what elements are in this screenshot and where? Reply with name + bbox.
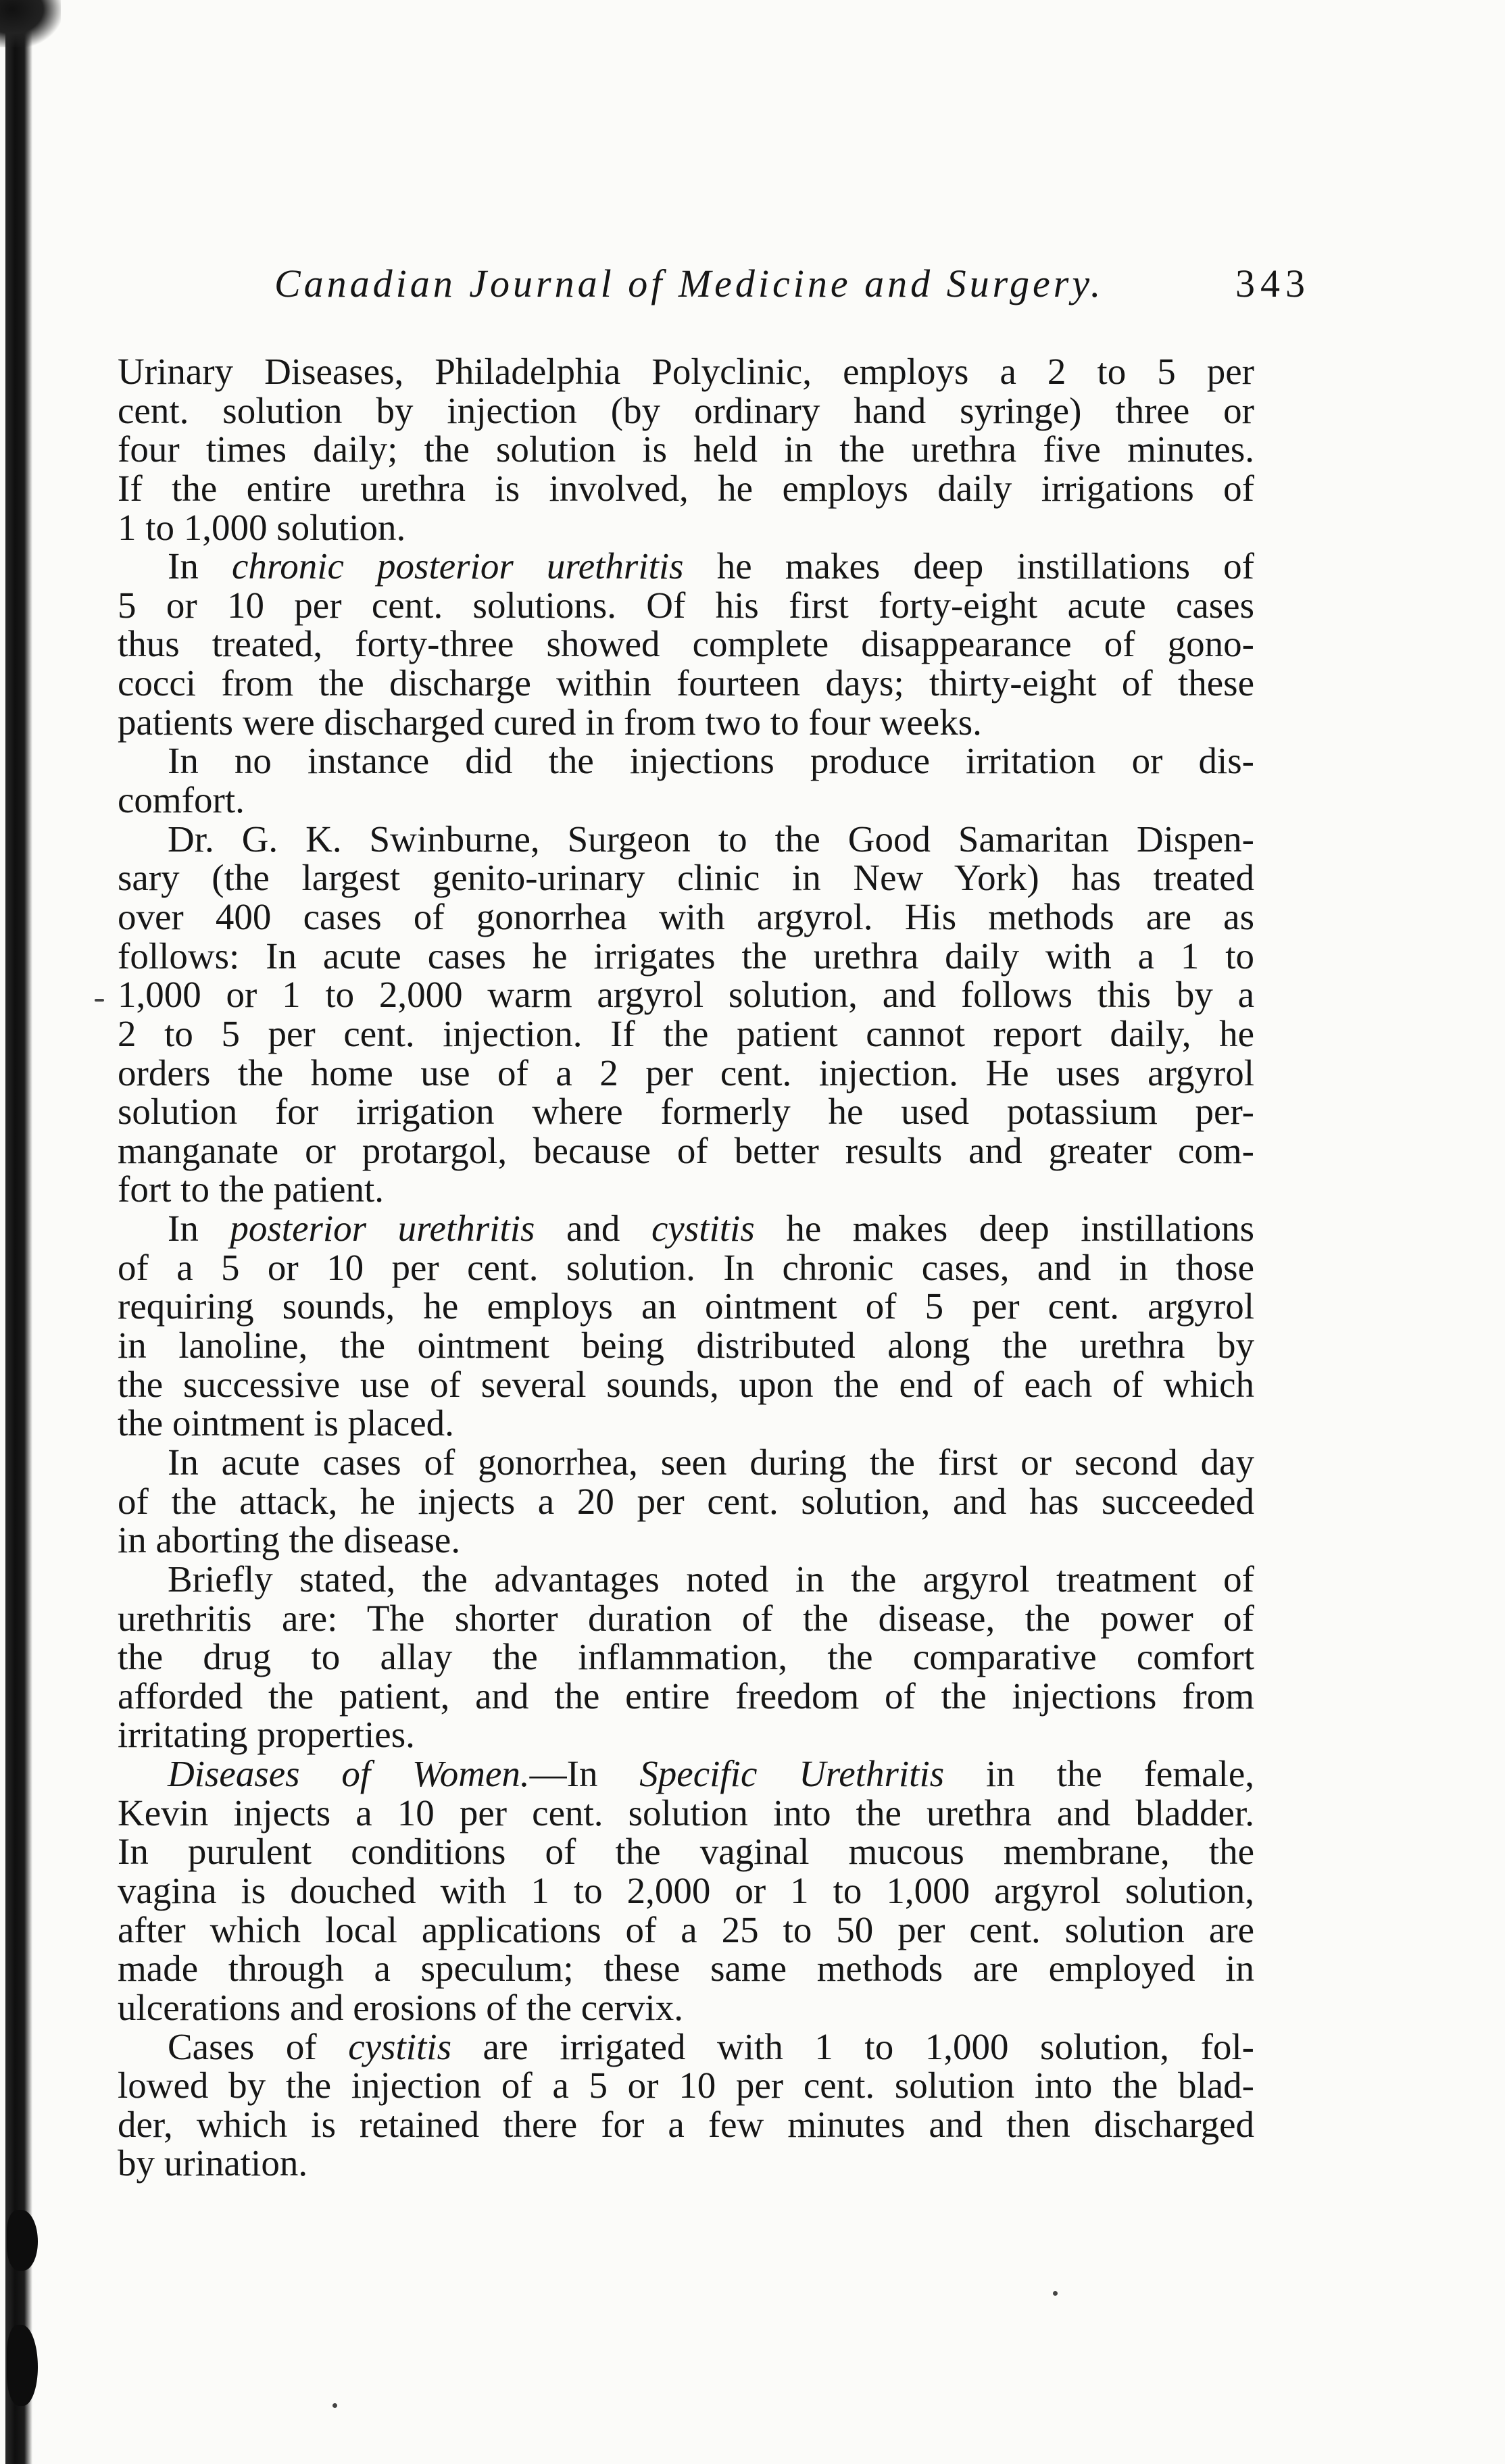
text-run: Briefly stated, the advantages noted in the argyrol treatment of: [168, 1558, 1254, 1600]
text-line: [118, 1988, 1254, 2027]
text-run: requiring sounds, he employs an ointment of 5 per cent. argyrol: [118, 1285, 1254, 1327]
scan-blot: [7, 2210, 38, 2271]
page-number: 343: [1235, 262, 1310, 305]
text-run: —In: [529, 1753, 640, 1795]
text-line: [118, 820, 1254, 859]
text-run: in the female,: [944, 1753, 1254, 1795]
text-run: Kevin injects a 10 per cent. solution into the urethra and bladder.: [118, 1792, 1254, 1833]
text-run: in aborting the disease.: [118, 1519, 461, 1561]
text-line: [118, 741, 1254, 781]
text-run: 1 to 1,000 solution.: [118, 506, 406, 548]
text-line: [118, 1794, 1254, 1833]
text-line: [118, 1832, 1254, 1871]
text-run: the ointment is placed.: [118, 1402, 454, 1444]
text-line: [118, 1949, 1254, 1988]
text-run: 5 or 10 per cent. solutions. Of his first forty-eight acute cases: [118, 584, 1254, 626]
text-run: he makes deep instillations: [754, 1208, 1254, 1250]
text-line: [118, 781, 1254, 820]
text-run: lowed by the injection of a 5 or 10 per cent. solution into the blad-: [118, 2065, 1254, 2106]
text-run: comfort.: [118, 779, 245, 821]
text-run: orders the home use of a 2 per cent. injection. He uses argyrol: [118, 1052, 1254, 1093]
text-line: [118, 664, 1254, 703]
text-line: [118, 1521, 1254, 1560]
text-run: in lanoline, the ointment being distributed along the urethra by: [118, 1325, 1254, 1366]
text-line: [118, 1248, 1254, 1287]
text-line: [118, 1908, 1254, 1950]
text-run: of the attack, he injects a 20 per cent. solution, and has succeeded: [118, 1480, 1254, 1522]
text-line: [118, 508, 1254, 547]
text-run: In: [168, 545, 232, 587]
scan-speck: [95, 999, 104, 1002]
article-body: [118, 352, 1254, 2183]
text-line: [118, 1365, 1254, 1404]
text-run: Dr. G. K. Swinburne, Surgeon to the Good Samaritan Dispen-: [168, 818, 1254, 860]
italic-text: Specific Urethritis: [639, 1753, 945, 1795]
text-run: Urinary Diseases, Philadelphia Polyclinic, employs a 2 to 5 per: [118, 351, 1254, 392]
paragraph: [118, 2027, 1254, 2184]
journal-title: Canadian Journal of Medicine and Surgery.: [274, 262, 1104, 305]
text-run: patients were discharged cured in from two to four weeks.: [118, 701, 982, 743]
text-line: [118, 1326, 1254, 1365]
text-line: [118, 1677, 1254, 1716]
scan-speck: [1053, 2291, 1058, 2296]
text-run: thus treated, forty-three showed complete disappearance of gono-: [118, 623, 1254, 665]
paragraph: [118, 352, 1254, 547]
text-run: solution for irrigation where formerly he used potassium per-: [118, 1091, 1254, 1133]
paragraph: [118, 547, 1254, 741]
text-line: [118, 975, 1254, 1014]
text-run: In acute cases of gonorrhea, seen during the first or second day: [168, 1441, 1254, 1483]
text-line: [118, 430, 1254, 469]
text-run: by urination.: [118, 2142, 308, 2184]
text-line: [118, 1092, 1254, 1131]
text-line: [118, 937, 1254, 976]
text-line: [118, 1443, 1254, 1482]
text-line: [118, 469, 1254, 508]
text-run: and: [535, 1208, 651, 1250]
text-line: [118, 2066, 1254, 2105]
text-run: If the entire urethra is involved, he employs daily irrigations of: [118, 467, 1254, 509]
italic-text: posterior urethritis: [230, 1208, 535, 1250]
text-line: [118, 1131, 1254, 1171]
text-run: irritating properties.: [118, 1714, 415, 1756]
text-line: [118, 1287, 1254, 1326]
text-run: he makes deep instillations of: [683, 545, 1254, 587]
scan-blot: [7, 2325, 38, 2406]
italic-text: cystitis: [348, 2025, 451, 2067]
text-run: In purulent conditions of the vaginal mucous membrane, the: [118, 1831, 1254, 1873]
text-run: In no instance did the injections produce irritation or dis-: [168, 740, 1254, 782]
text-run: follows: In acute cases he irrigates the urethra daily with a 1 to: [118, 935, 1254, 977]
text-line: [118, 1482, 1254, 1521]
text-run: the drug to allay the inflammation, the comparative comfort: [118, 1636, 1254, 1678]
scan-corner-mark: [0, 0, 61, 47]
text-run: are irrigated with 1 to 1,000 solution, fol-: [451, 2025, 1254, 2067]
text-run: cocci from the discharge within fourteen days; thirty-eight of these: [118, 662, 1254, 704]
text-line: [118, 586, 1254, 625]
text-run: four times daily; the solution is held in the urethra five minutes.: [118, 428, 1254, 470]
text-line: [118, 1637, 1254, 1677]
paragraph: [118, 741, 1254, 819]
text-line: [118, 1871, 1254, 1911]
text-run: ulcerations and erosions of the cervix.: [118, 1986, 683, 2028]
text-line: [118, 703, 1254, 742]
text-run: sary (the largest genito-urinary clinic in New York) has treated: [118, 857, 1254, 899]
text-run: made through a speculum; these same methods are employed in: [118, 1948, 1254, 1990]
text-run: der, which is retained there for a few minutes and then discharged: [118, 2103, 1254, 2145]
text-run: cent. solution by injection (by ordinary hand syringe) three or: [118, 389, 1254, 431]
text-line: [118, 547, 1254, 586]
text-run: urethritis are: The shorter duration of the disease, the power of: [118, 1597, 1254, 1639]
text-line: [118, 391, 1254, 430]
text-line: [118, 1170, 1254, 1209]
text-line: [118, 1599, 1254, 1638]
text-line: [118, 2144, 1254, 2183]
text-line: [118, 1560, 1254, 1599]
italic-text: cystitis: [651, 1208, 755, 1250]
text-line: [118, 858, 1254, 897]
text-run: vagina is douched with 1 to 2,000 or 1 to 1,000 argyrol solution,: [118, 1869, 1254, 1911]
text-run: of a 5 or 10 per cent. solution. In chronic cases, and in those: [118, 1246, 1254, 1288]
text-line: [118, 1754, 1254, 1794]
italic-text: Diseases of Women.: [168, 1753, 530, 1795]
text-run: the successive use of several sounds, upon the end of each of which: [118, 1363, 1254, 1405]
paragraph: [118, 820, 1254, 1209]
text-line: [118, 2105, 1254, 2144]
italic-text: chronic posterior urethritis: [231, 545, 684, 587]
binding-shadow: [5, 0, 32, 2464]
text-run: 1,000 or 1 to 2,000 warm argyrol solution, and follows this by a: [118, 974, 1254, 1016]
text-run: 2 to 5 per cent. injection. If the patient cannot report daily, he: [118, 1012, 1254, 1054]
text-line: [118, 1054, 1254, 1093]
text-run: In: [168, 1208, 230, 1250]
text-line: [118, 1404, 1254, 1443]
text-run: Cases of: [168, 2025, 349, 2067]
text-line: [118, 1715, 1254, 1754]
text-run: over 400 cases of gonorrhea with argyrol. His methods are as: [118, 895, 1254, 937]
text-run: manganate or protargol, because of better results and greater com-: [118, 1129, 1254, 1171]
paragraph: [118, 1209, 1254, 1443]
text-line: [118, 352, 1254, 391]
paragraph: [118, 1754, 1254, 2027]
text-line: [118, 1014, 1254, 1054]
text-line: [118, 2027, 1254, 2067]
text-run: fort to the patient.: [118, 1168, 385, 1210]
text-line: [118, 624, 1254, 664]
paragraph: [118, 1443, 1254, 1560]
text-run: afforded the patient, and the entire freedom of the injections from: [118, 1675, 1254, 1717]
paragraph: [118, 1560, 1254, 1754]
text-run: after which local applications of a 25 to 50 per cent. solution are: [118, 1908, 1254, 1950]
text-line: [118, 897, 1254, 937]
scan-speck: [332, 2403, 337, 2408]
text-line: [118, 1209, 1254, 1248]
